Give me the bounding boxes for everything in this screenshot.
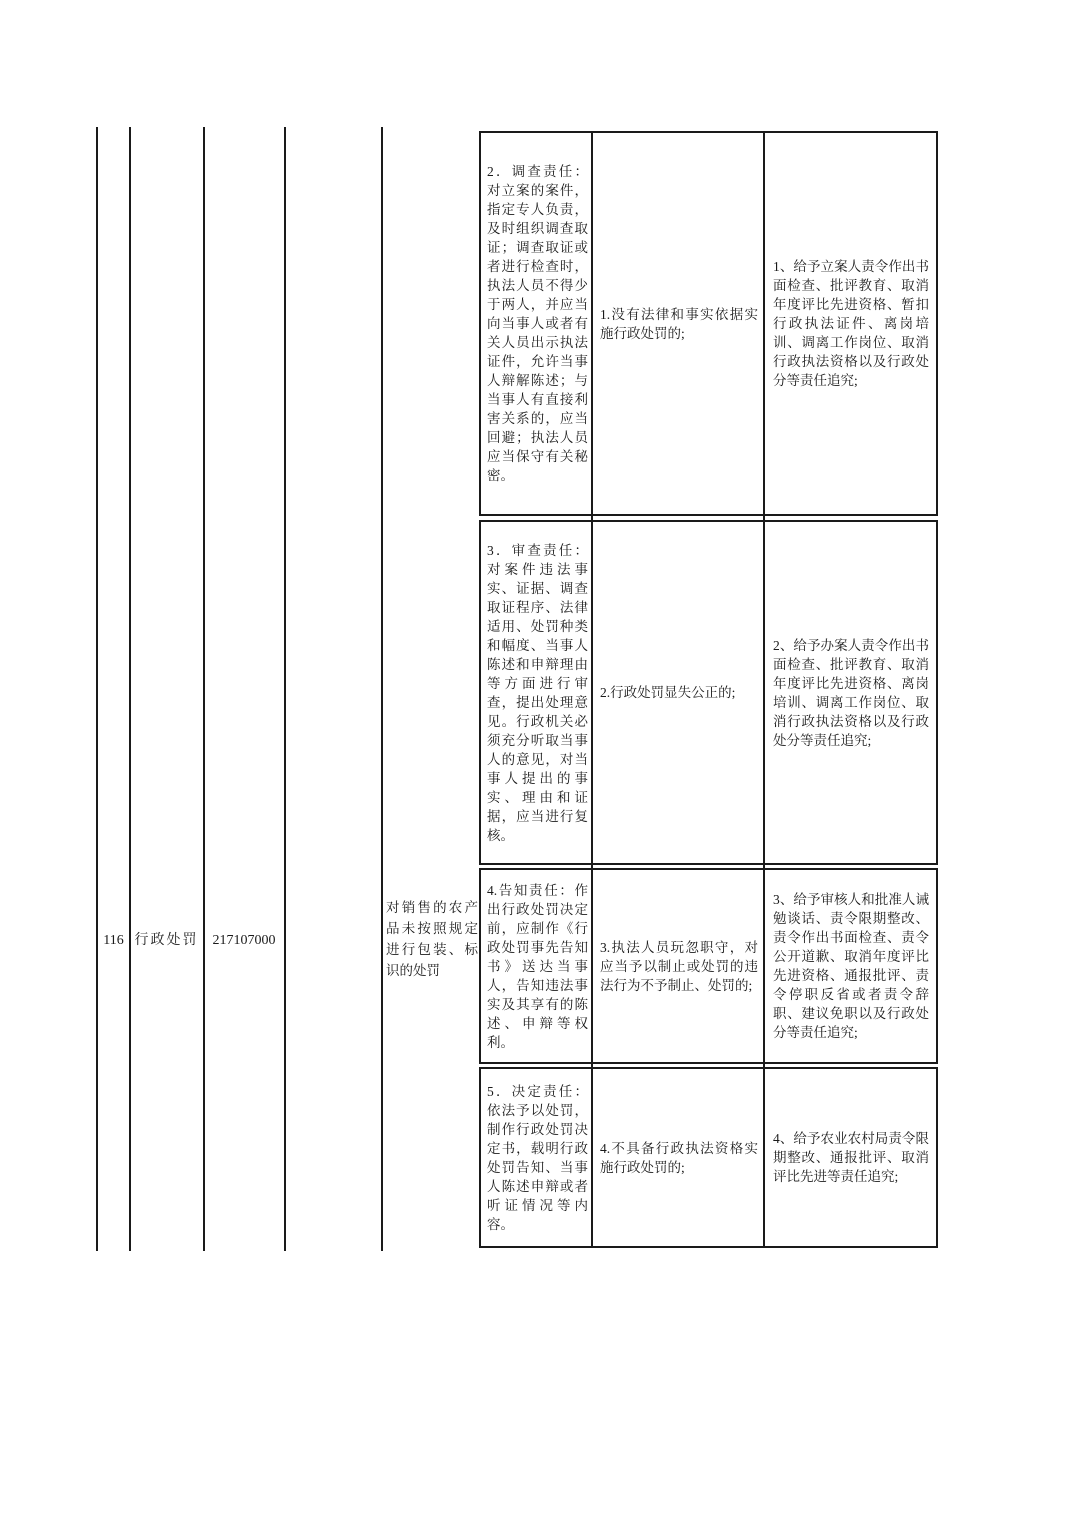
column-rule [381, 127, 383, 1251]
accountability-text: 2、给予办案人责令作出书面检查、批评教育、取消年度评比先进资格、离岗培训、调离工作岗位、取消行政执法资格以及行政处分等责任追究; [773, 637, 929, 748]
accountability-cell [765, 870, 936, 1062]
accountability-text: 3、给予审核人和批准人诫勉谈话、责令限期整改、责令作出书面检查、责令公开道歉、取消年度评比先进资格、通报批评、责令停职反省或者责令辞职、建议免职以及行政处分等责任追究; [773, 892, 929, 1040]
violation-text: 2.行政处罚显失公正的; [600, 685, 736, 700]
accountability-cell [765, 522, 936, 863]
violation-text: 4.不具备行政执法资格实施行政处罚的; [600, 1140, 758, 1175]
duty-text: 4.告知责任：作出行政处罚决定前，应制作《行政处罚事先告知书》送达当事人，告知违法事实及其享有的陈述、申辩等权利。 [487, 882, 588, 1050]
violation-cell [593, 870, 765, 1062]
table-row [479, 1067, 938, 1248]
table-row [479, 868, 938, 1064]
row-item-code: 217107000 [212, 933, 276, 948]
duty-cell [481, 870, 593, 1062]
duty-cell [481, 522, 593, 863]
column-rule [203, 127, 205, 1251]
accountability-text: 4、给予农业农村局责令限期整改、通报批评、取消评比先进等责任追究; [773, 1131, 929, 1184]
violation-text: 3.执法人员玩忽职守，对应当予以制止或处罚的违法行为不予制止、处罚的; [600, 939, 758, 993]
table-row [479, 520, 938, 865]
column-rule [763, 131, 765, 1248]
column-rule [284, 127, 286, 1251]
duty-text: 3．审查责任：对案件违法事实、证据、调查取证程序、法律适用、处罚种类和幅度、当事人陈述和申辩理由等方面进行审查，提出处理意见。行政机关必须充分听取当事人的意见，对当事人提出的事实、理由和证据，应当进行复核。 [487, 542, 588, 843]
accountability-text: 1、给予立案人责令作出书面检查、批评教育、取消年度评比先进资格、暂扣行政执法证件、离岗培训、调离工作岗位、取消行政执法资格以及行政处分等责任追究; [773, 259, 929, 388]
duty-cell [481, 133, 593, 514]
violation-cell [593, 1069, 765, 1246]
column-rule [591, 131, 593, 1248]
column-rule [129, 127, 131, 1251]
violation-cell [593, 522, 765, 863]
column-rule [96, 127, 98, 1251]
table-row [479, 131, 938, 516]
duty-text: 5．决定责任：依法予以处罚，制作行政处罚决定书，载明行政处罚告知、当事人陈述申辩或者听证情况等内容。 [487, 1083, 588, 1232]
row-category: 行政处罚 [134, 933, 199, 948]
violation-cell [593, 133, 765, 514]
responsibility-table [479, 131, 938, 1248]
accountability-cell [765, 133, 936, 514]
duty-text: 2．调查责任：对立案的案件，指定专人负责，及时组织调查取证；调查取证或者进行检查时，执法人员不得少于两人，并应当向当事人或者有关人员出示执法证件，允许当事人辩解陈述；与当事人有直接利害关系的，应当回避；执法人员应当保守有关秘密。 [487, 164, 588, 483]
row-seq-number: 116 [103, 933, 124, 948]
violation-text: 1.没有法律和事实依据实施行政处罚的; [600, 306, 758, 341]
row-item-name: 对销售的农产品未按照规定进行包装、标识的处罚 [386, 900, 478, 978]
duty-cell [481, 1069, 593, 1246]
accountability-cell [765, 1069, 936, 1246]
